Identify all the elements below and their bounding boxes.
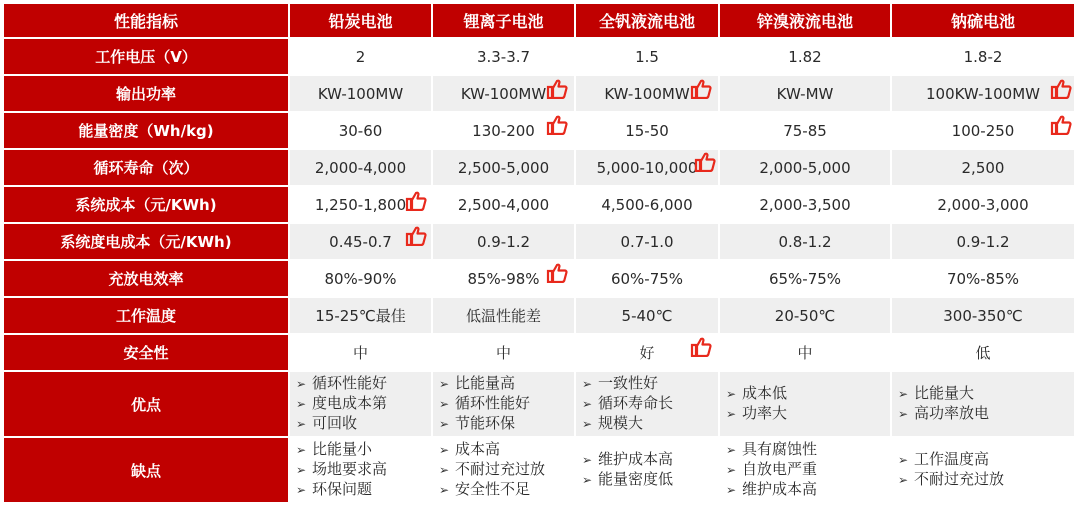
row-label-output-power: 输出功率	[4, 76, 288, 111]
list-item	[898, 450, 1074, 470]
thumbs-up-icon	[546, 263, 568, 283]
arrow-bullet-icon: ➢	[296, 377, 307, 391]
row-label-safety: 安全性	[4, 335, 288, 370]
thumbs-up-icon	[690, 79, 712, 99]
list-item	[439, 480, 574, 500]
table-cell: 0.9-1.2	[433, 224, 574, 259]
pros-cell	[576, 372, 718, 436]
list-item-text: 具有腐蚀性	[742, 440, 818, 458]
list-item	[296, 374, 431, 394]
list-item-text: 节能环保	[455, 414, 516, 432]
list-item-text: 度电成本第	[312, 394, 388, 412]
row-label-cycle-life: 循环寿命（次）	[4, 150, 288, 185]
list-item	[439, 440, 574, 460]
table-cell: 0.8-1.2	[720, 224, 890, 259]
row-label-kwh-cost: 系统度电成本（元/KWh)	[4, 224, 288, 259]
table-cell: 100-250	[892, 113, 1074, 148]
table-cell: 2,500	[892, 150, 1074, 185]
list-item-text: 安全性不足	[455, 480, 531, 498]
arrow-bullet-icon: ➢	[296, 483, 307, 497]
table-cell: KW-MW	[720, 76, 890, 111]
row-temperature	[4, 298, 1074, 333]
pros-cell	[290, 372, 431, 436]
list-item-text: 循环性能好	[312, 374, 388, 392]
list-item-text: 功率大	[742, 404, 788, 422]
arrow-bullet-icon: ➢	[898, 473, 909, 487]
thumbs-up-icon	[1050, 115, 1072, 135]
list-item-text: 循环寿命长	[598, 394, 674, 412]
header-lithium-ion: 锂离子电池	[433, 4, 574, 37]
arrow-bullet-icon: ➢	[439, 397, 450, 411]
table-cell: 60%-75%	[576, 261, 718, 296]
table-cell: 300-350℃	[892, 298, 1074, 333]
list-item-text: 成本低	[742, 384, 788, 402]
table-cell: KW-100MW	[290, 76, 431, 111]
row-label-efficiency: 充放电效率	[4, 261, 288, 296]
battery-comparison-table	[2, 2, 1076, 504]
table-cell: 80%-90%	[290, 261, 431, 296]
table-cell: 中	[290, 335, 431, 370]
row-cycle-life	[4, 150, 1074, 185]
table-cell: 15-25℃最佳	[290, 298, 431, 333]
table-cell: 2,000-3,500	[720, 187, 890, 222]
row-cons	[4, 438, 1074, 502]
table-cell: 好	[576, 335, 718, 370]
header-sodium-sulfur: 钠硫电池	[892, 4, 1074, 37]
list-item	[439, 414, 574, 434]
table-cell: 中	[433, 335, 574, 370]
table-cell: KW-100MW	[576, 76, 718, 111]
list-item-text: 工作温度高	[914, 450, 990, 468]
cons-cell	[290, 438, 431, 502]
bullet-list	[576, 374, 718, 434]
list-item-text: 不耐过充过放	[455, 460, 546, 478]
thumbs-up-icon	[405, 191, 427, 211]
cons-cell	[892, 438, 1074, 502]
table-cell: 100KW-100MW	[892, 76, 1074, 111]
table-cell: 75-85	[720, 113, 890, 148]
arrow-bullet-icon: ➢	[582, 397, 593, 411]
arrow-bullet-icon: ➢	[439, 377, 450, 391]
list-item-text: 高功率放电	[914, 404, 990, 422]
list-item-text: 环保问题	[312, 480, 373, 498]
row-output-power	[4, 76, 1074, 111]
row-pros	[4, 372, 1074, 436]
arrow-bullet-icon: ➢	[726, 443, 737, 457]
thumbs-up-icon	[405, 226, 427, 246]
bullet-list	[892, 450, 1074, 490]
list-item-text: 不耐过充过放	[914, 470, 1005, 488]
arrow-bullet-icon: ➢	[726, 387, 737, 401]
pros-cell	[720, 372, 890, 436]
list-item-text: 维护成本高	[598, 450, 674, 468]
table-cell: 0.45-0.7	[290, 224, 431, 259]
arrow-bullet-icon: ➢	[296, 463, 307, 477]
table-cell: 2,000-4,000	[290, 150, 431, 185]
table-cell: 15-50	[576, 113, 718, 148]
list-item	[726, 384, 890, 404]
bullet-list	[433, 440, 574, 500]
pros-cell	[433, 372, 574, 436]
list-item-text: 能量密度低	[598, 470, 674, 488]
row-system-cost	[4, 187, 1074, 222]
thumbs-up-icon	[546, 115, 568, 135]
header-metric: 性能指标	[4, 4, 288, 37]
table-cell: 20-50℃	[720, 298, 890, 333]
arrow-bullet-icon: ➢	[582, 417, 593, 431]
arrow-bullet-icon: ➢	[582, 453, 593, 467]
arrow-bullet-icon: ➢	[726, 407, 737, 421]
table-cell: 低温性能差	[433, 298, 574, 333]
list-item	[439, 374, 574, 394]
row-label-temperature: 工作温度	[4, 298, 288, 333]
row-label-system-cost: 系统成本（元/KWh)	[4, 187, 288, 222]
arrow-bullet-icon: ➢	[296, 417, 307, 431]
list-item	[726, 404, 890, 424]
table-cell: 1.8-2	[892, 39, 1074, 74]
cons-cell	[433, 438, 574, 502]
table-cell: 5-40℃	[576, 298, 718, 333]
table-cell: 3.3-3.7	[433, 39, 574, 74]
bullet-list	[290, 440, 431, 500]
table-cell: 2,500-5,000	[433, 150, 574, 185]
table-cell: 低	[892, 335, 1074, 370]
arrow-bullet-icon: ➢	[726, 483, 737, 497]
list-item	[898, 470, 1074, 490]
list-item-text: 自放电严重	[742, 460, 818, 478]
list-item-text: 成本高	[455, 440, 501, 458]
list-item-text: 比能量大	[914, 384, 975, 402]
header-lead-carbon: 铅炭电池	[290, 4, 431, 37]
table-cell: 4,500-6,000	[576, 187, 718, 222]
bullet-list	[433, 374, 574, 434]
table-cell: 1.82	[720, 39, 890, 74]
arrow-bullet-icon: ➢	[726, 463, 737, 477]
bullet-list	[892, 384, 1074, 424]
table-cell: 70%-85%	[892, 261, 1074, 296]
list-item-text: 规模大	[598, 414, 644, 432]
arrow-bullet-icon: ➢	[898, 453, 909, 467]
list-item	[296, 414, 431, 434]
thumbs-up-icon	[694, 152, 716, 172]
table-cell: 0.9-1.2	[892, 224, 1074, 259]
list-item	[726, 440, 890, 460]
list-item	[582, 374, 718, 394]
row-label-energy-density: 能量密度（Wh/kg)	[4, 113, 288, 148]
table-cell: 5,000-10,000	[576, 150, 718, 185]
arrow-bullet-icon: ➢	[439, 463, 450, 477]
bullet-list	[720, 384, 890, 424]
header-vanadium-flow: 全钒液流电池	[576, 4, 718, 37]
header-zinc-bromine-flow: 锌溴液流电池	[720, 4, 890, 37]
arrow-bullet-icon: ➢	[296, 443, 307, 457]
list-item-text: 可回收	[312, 414, 358, 432]
table-cell: 130-200	[433, 113, 574, 148]
list-item	[296, 394, 431, 414]
thumbs-up-icon	[1050, 79, 1072, 99]
bullet-list	[576, 450, 718, 490]
row-voltage	[4, 39, 1074, 74]
table-cell: 2,000-5,000	[720, 150, 890, 185]
arrow-bullet-icon: ➢	[296, 397, 307, 411]
row-safety	[4, 335, 1074, 370]
table-cell: 2	[290, 39, 431, 74]
list-item-text: 一致性好	[598, 374, 659, 392]
arrow-bullet-icon: ➢	[898, 387, 909, 401]
list-item	[898, 384, 1074, 404]
header-row	[4, 4, 1074, 37]
arrow-bullet-icon: ➢	[898, 407, 909, 421]
table-cell: 1.5	[576, 39, 718, 74]
list-item	[726, 480, 890, 500]
list-item	[898, 404, 1074, 424]
list-item-text: 维护成本高	[742, 480, 818, 498]
table-cell: 30-60	[290, 113, 431, 148]
list-item-text: 比能量小	[312, 440, 373, 458]
row-efficiency	[4, 261, 1074, 296]
cons-cell	[720, 438, 890, 502]
table-cell: 65%-75%	[720, 261, 890, 296]
thumbs-up-icon	[546, 79, 568, 99]
row-label-voltage: 工作电压（V）	[4, 39, 288, 74]
list-item	[439, 460, 574, 480]
arrow-bullet-icon: ➢	[439, 417, 450, 431]
table-cell: 85%-98%	[433, 261, 574, 296]
list-item	[439, 394, 574, 414]
list-item-text: 比能量高	[455, 374, 516, 392]
thumbs-up-icon	[690, 337, 712, 357]
row-label-cons: 缺点	[4, 438, 288, 502]
list-item-text: 循环性能好	[455, 394, 531, 412]
list-item	[296, 460, 431, 480]
row-label-pros: 优点	[4, 372, 288, 436]
cons-cell	[576, 438, 718, 502]
table-cell: 中	[720, 335, 890, 370]
row-kwh-cost	[4, 224, 1074, 259]
table-cell: KW-100MW	[433, 76, 574, 111]
row-energy-density	[4, 113, 1074, 148]
list-item	[582, 450, 718, 470]
list-item	[582, 394, 718, 414]
list-item	[582, 414, 718, 434]
list-item-text: 场地要求高	[312, 460, 388, 478]
table-cell: 1,250-1,800	[290, 187, 431, 222]
arrow-bullet-icon: ➢	[439, 443, 450, 457]
list-item	[726, 460, 890, 480]
list-item	[296, 480, 431, 500]
arrow-bullet-icon: ➢	[439, 483, 450, 497]
table-cell: 2,000-3,000	[892, 187, 1074, 222]
bullet-list	[290, 374, 431, 434]
bullet-list	[720, 440, 890, 500]
list-item	[582, 470, 718, 490]
table-cell: 0.7-1.0	[576, 224, 718, 259]
arrow-bullet-icon: ➢	[582, 473, 593, 487]
arrow-bullet-icon: ➢	[582, 377, 593, 391]
list-item	[296, 440, 431, 460]
table-cell: 2,500-4,000	[433, 187, 574, 222]
pros-cell	[892, 372, 1074, 436]
